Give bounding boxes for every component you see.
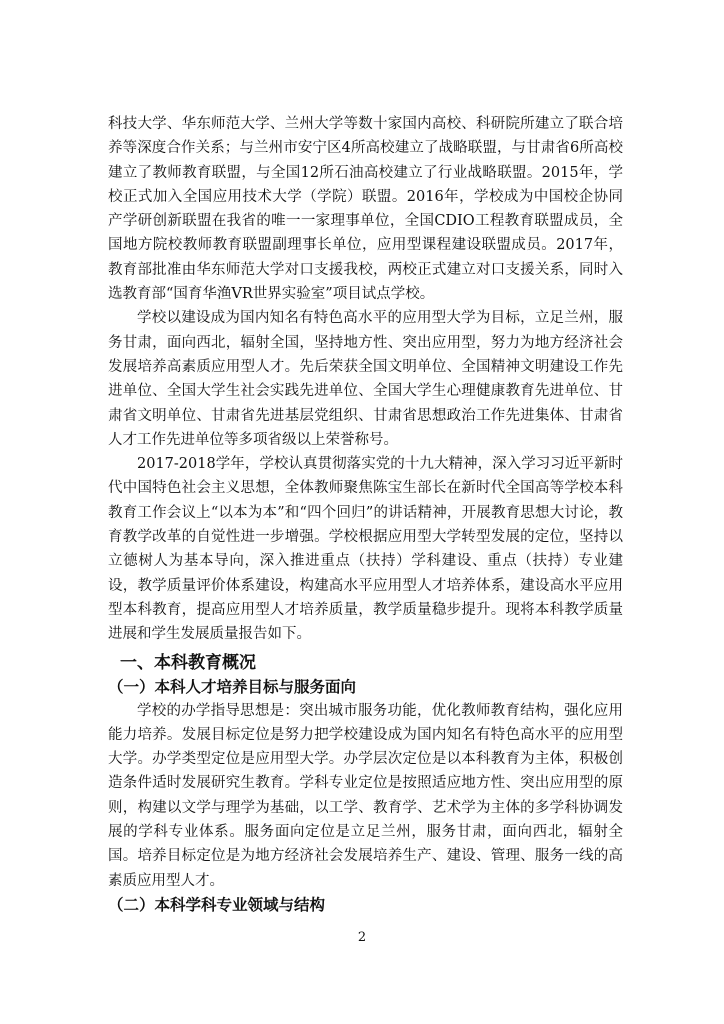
document-body bbox=[108, 112, 623, 917]
section-heading-overview: 一、本科教育概况 bbox=[120, 652, 256, 673]
subsection-heading-goals: （一）本科人才培养目标与服务面向 bbox=[108, 677, 357, 696]
subsection-heading-disciplines: （二）本科学科专业领域与结构 bbox=[108, 895, 326, 914]
paragraph-academic-year: 2017-2018学年，学校认真贯彻落实党的十九大精神，深入学习习近平新时代中国特色社会主义思想，全体教师聚焦陈宝生部长在新时代全国高等学校本科教育工作会议上“以本为本”和“四个回归”的讲话精神，开展教育思想大讨论，教育教学改革的自觉性进一步增强。学校根据应用型大学转型发展的定位，坚持以立德树人为基本导向，深入推进重点（扶持）学科建设、重点（扶持）专业建设，教学质量评价体系建设，构建高水平应用型人才培养体系，建设高水平应用型本科教育，提高应用型人才培养质量，教学质量稳步提升。现将本科教学质量进展和学生发展质量报告如下。 bbox=[108, 456, 623, 643]
paragraph-goals-honors: 学校以建设成为国内知名有特色高水平的应用型大学为目标，立足兰州，服务甘肃，面向西北，辐射全国，坚持地方性、突出应用型，努力为地方经济社会发展培养高素质应用型人才。先后荣获全国文明单位、全国精神文明建设工作先进单位、全国大学生社会实践先进单位、全国大学生心理健康教育先进单位、甘肃省文明单位、甘肃省先进基层党组织、甘肃省思想政治工作先进集体、甘肃省人才工作先进单位等多项省级以上荣誉称号。 bbox=[108, 310, 623, 448]
page-number: 2 bbox=[357, 930, 367, 945]
paragraph-positioning: 学校的办学指导思想是：突出城市服务功能，优化教师教育结构，强化应用能力培养。发展目标定位是努力把学校建设成为国内知名有特色高水平的应用型大学。办学类型定位是应用型大学。办学层次定位是以本科教育为主体，积极创造条件适时发展研究生教育。学科专业定位是按照适应地方性、突出应用型的原则，构建以文学与理学为基础，以工学、教育学、艺术学为主体的多学科协调发展的学科专业体系。服务面向定位是立足兰州，服务甘肃，面向西北，辐射全国。培养目标定位是为地方经济社会发展培养生产、建设、管理、服务一线的高素质应用型人才。 bbox=[108, 702, 623, 889]
paragraph-cooperation: 科技大学、华东师范大学、兰州大学等数十家国内高校、科研院所建立了联合培养等深度合作关系；与兰州市安宁区4所高校建立了战略联盟，与甘肃省6所高校建立了教师教育联盟，与全国12所石油高校建立了行业战略联盟。2015年，学校正式加入全国应用技术大学（学院）联盟。2016年，学校成为中国校企协同产学研创新联盟在我省的唯一一家理事单位，全国CDIO工程教育联盟成员，全国地方院校教师教育联盟副理事长单位，应用型课程建设联盟成员。2017年，教育部批准由华东师范大学对口支援我校，两校正式建立对口支援关系，同时入选教育部“国育华渔VR世界实验室”项目试点学校。 bbox=[108, 116, 623, 303]
